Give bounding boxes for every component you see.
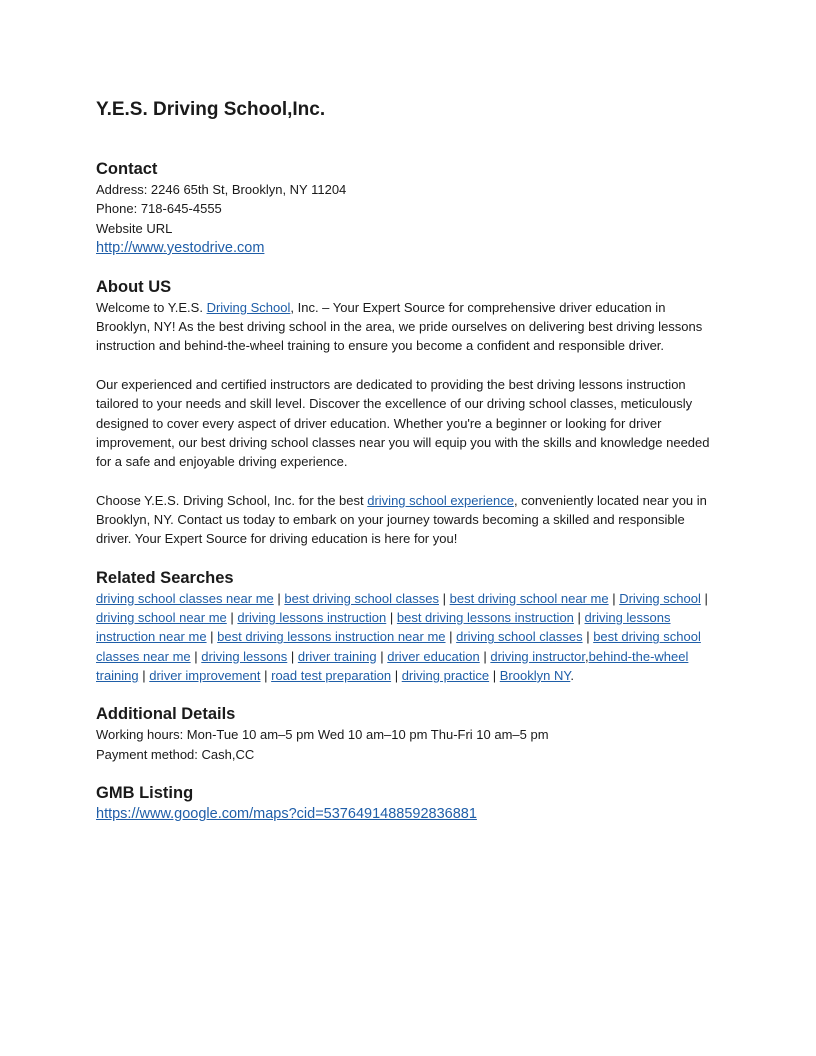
separator: |	[582, 629, 594, 645]
related-search-link[interactable]: driving practice	[401, 667, 490, 683]
related-search-link[interactable]: driving instructor	[490, 648, 586, 664]
separator: |	[386, 610, 397, 626]
related-search-link[interactable]: Driving school	[619, 590, 701, 606]
additional-details-section	[96, 703, 722, 764]
separator: |	[479, 648, 491, 664]
contact-heading: Contact	[96, 160, 158, 178]
separator: |	[376, 648, 388, 664]
separator: |	[226, 610, 238, 626]
separator: ,	[585, 648, 589, 664]
additional-details-heading: Additional Details	[96, 705, 236, 724]
related-search-link[interactable]: driver improvement	[149, 667, 261, 683]
website-label: Website URL	[96, 220, 173, 236]
phone-text: Phone: 718-645-4555	[96, 201, 222, 217]
gmb-link[interactable]: https://www.google.com/maps?cid=5376491488592836881	[96, 805, 477, 822]
separator: |	[608, 590, 620, 606]
related-search-link[interactable]: driving school classes	[456, 629, 583, 645]
related-search-link[interactable]: driving school near me	[96, 610, 227, 626]
separator: |	[573, 610, 585, 626]
driving-school-experience-link[interactable]: driving school experience	[367, 492, 514, 508]
address-text: Address: 2246 65th St, Brooklyn, NY 11204	[96, 182, 347, 197]
about-paragraph-2: Our experienced and certified instructors are dedicated to providing the best driving lessons instruction tailored to your needs and skill level. Discover the excellence of our driving school classes, meticulously designed to cover every aspect of driver education. Whether you're a beginner or looking for driver improvement, our best driving school classes near you will equip you with the skills and knowledge needed for a safe and enjoyable driving experience.	[96, 377, 710, 470]
period: .	[570, 667, 574, 683]
about-paragraph-1: Welcome to Y.E.S. Driving School, Inc. – Your Expert Source for comprehensive driver education in Brooklyn, NY! As the best driving school in the area, we pride ourselves on delivering best driving lessons instruction and behind-the-wheel training to ensure you become a confident and responsible driver.	[96, 299, 703, 354]
separator: |	[391, 667, 402, 683]
gmb-section	[96, 782, 722, 824]
separator: |	[273, 590, 285, 606]
related-search-link[interactable]: best driving lessons instruction	[396, 610, 574, 626]
related-search-link[interactable]: driving lessons	[201, 648, 288, 664]
separator: |	[138, 667, 150, 683]
contact-section	[96, 158, 722, 258]
related-searches-section	[96, 567, 722, 685]
website-link[interactable]: http://www.yestodrive.com	[96, 239, 265, 256]
working-hours-text: Working hours: Mon-Tue 10 am–5 pm Wed 10 am–10 pm Thu-Fri 10 am–5 pm	[96, 727, 549, 743]
separator: |	[287, 648, 298, 664]
related-search-link[interactable]: best driving school near me	[449, 590, 609, 606]
separator: |	[439, 590, 450, 606]
separator: |	[445, 629, 457, 645]
gmb-heading: GMB Listing	[96, 783, 194, 802]
related-search-link[interactable]: best driving school classes near me	[96, 629, 701, 664]
related-search-link[interactable]: Brooklyn NY	[499, 667, 571, 683]
related-search-link[interactable]: driving lessons instruction	[237, 610, 387, 626]
related-search-link[interactable]: best driving school classes	[284, 590, 439, 606]
related-search-link[interactable]: driver education	[387, 648, 480, 664]
payment-method-text: Payment method: Cash,CC	[96, 746, 255, 762]
related-search-link[interactable]: best driving lessons instruction near me	[217, 629, 446, 645]
related-search-link[interactable]: behind-the-wheel training	[96, 648, 689, 683]
related-search-link[interactable]: driving lessons instruction near me	[96, 610, 671, 645]
related-searches-heading: Related Searches	[96, 568, 234, 587]
separator: |	[206, 629, 218, 645]
separator: |	[260, 667, 272, 683]
about-section	[96, 276, 722, 549]
related-search-link[interactable]: driver training	[297, 648, 377, 664]
about-paragraph-3: Choose Y.E.S. Driving School, Inc. for the best driving school experience, conveniently located near you in Brooklyn, NY. Contact us today to embark on your journey towards becoming a skilled and responsible driver. Your Expert Source for driving education is here for you!	[96, 492, 707, 547]
driving-school-link[interactable]: Driving School	[206, 299, 291, 315]
page-title: Y.E.S. Driving School,Inc.	[96, 99, 326, 120]
about-heading: About US	[96, 277, 172, 296]
document-page	[96, 98, 722, 842]
related-searches-list	[96, 589, 722, 685]
separator: |	[190, 648, 202, 664]
separator: |	[700, 590, 708, 606]
related-search-link[interactable]: driving school classes near me	[96, 590, 274, 606]
separator: |	[489, 667, 500, 683]
related-search-link[interactable]: road test preparation	[271, 667, 392, 683]
